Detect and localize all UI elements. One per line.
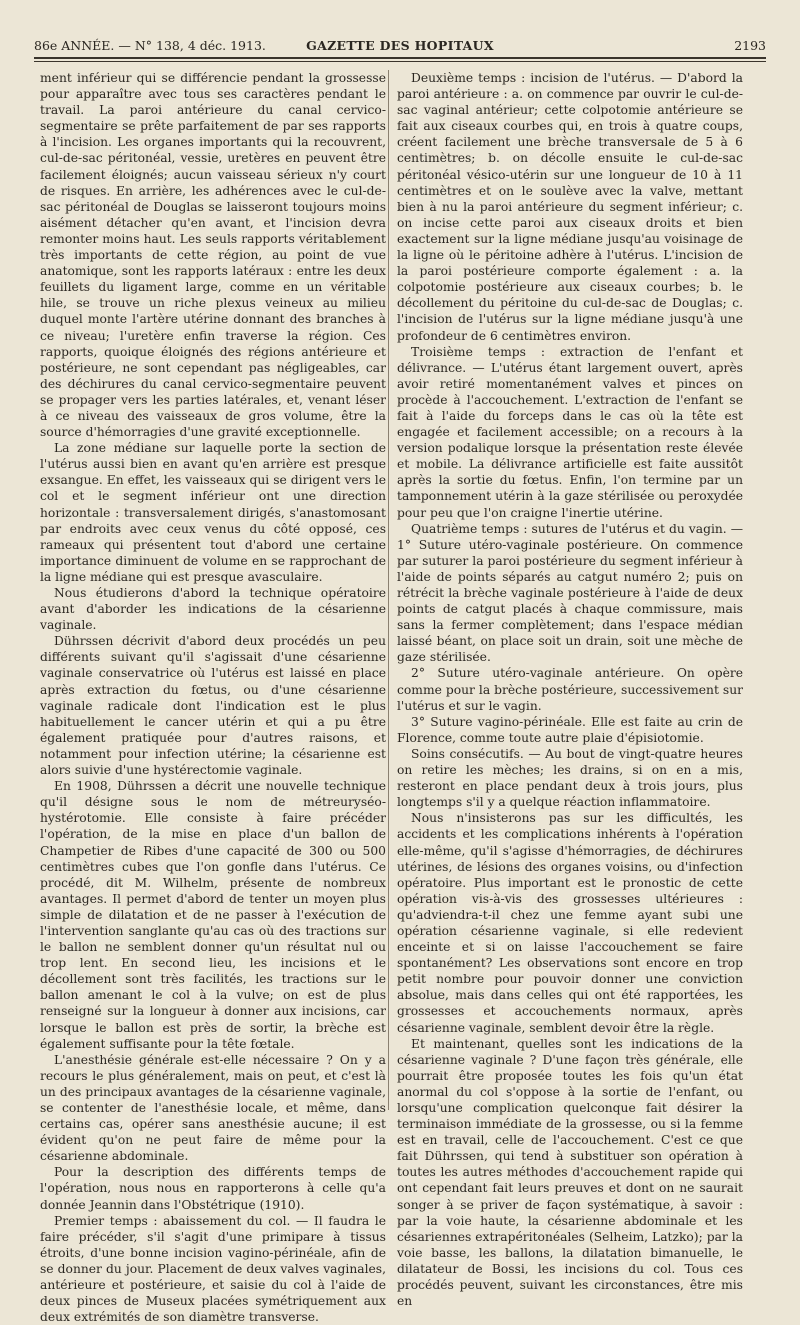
paragraph: Nous n'insisterons pas sur les difficultés, les accidents et les complications inhérents à l'opération elle-même, qu'il s'agisse d'hémorragies, de déchirures utérines, de lésions des organes voisins, ou d'infection opératoire. Plus important est le pronostic de cette opération vis-à-vis des grossesses ultérieures : qu'adviendra-t-il chez une femme ayant subi une opération césarienne vaginale, si elle redevient enceinte et si on laisse l'accouchement se faire spontanément? Les observations sont encore en trop petit nombre pour pouvoir donner une conviction absolue, mais dans celles qui ont été rapportées, les grossesses et accouchements normaux, après césarienne vaginale, semblent devoir être la règle. bbox=[397, 811, 743, 1035]
column-divider bbox=[388, 70, 389, 1110]
paragraph: Pour la description des différents temps de l'opération, nous nous en rapporterons à celle qu'a donnée Jeannin dans l'Obstétrique (1910). bbox=[40, 1165, 386, 1212]
left-column bbox=[40, 70, 386, 1325]
paragraph: Et maintenant, quelles sont les indications de la césarienne vaginale ? D'une façon très générale, elle pourrait être proposée toutes les fois qu'un état anormal du col s'oppose à la sortie de l'enfant, ou lorsqu'une complication quelconque fait désirer la terminaison immédiate de la grossesse, ou si la femme est en travail, celle de l'accouchement. C'est ce que fait Dührssen, qui tend à substituer son opération à toutes les autres méthodes d'accouchement rapide qui ont cependant fait leurs preuves et dont on ne saurait songer à se priver de façon systématique, à savoir : par la voie haute, la césarienne abdominale et les césariennes extrapéritonéales (Selheim, Latzko); par la voie basse, les ballons, la dilatation bimanuelle, le dilatateur de Bossi, les incisions du col. Tous ces procédés peuvent, suivant les circonstances, être mis en bbox=[397, 1036, 743, 1309]
page-number: 2193 bbox=[734, 37, 766, 53]
paragraph: Quatrième temps : sutures de l'utérus et du vagin. — 1° Suture utéro-vaginale postérieure. On commence par suturer la paroi postérieure du segment inférieur à l'aide de points séparés au catgut numéro 2; puis on rétrécit la brèche vaginale postérieure à l'aide de deux points de catgut placés à chaque commissure, mais sans la fermer complètement; dans l'espace médian laissé béant, on place soit un drain, soit une mèche de gaze stérilisée. bbox=[397, 521, 743, 665]
paragraph: En 1908, Dührssen a décrit une nouvelle technique qu'il désigne sous le nom de métreuryséo-hystérotomie. Elle consiste à faire précéder l'opération, de la mise en place d'un ballon de Champetier de Ribes d'une capacité de 300 ou 500 centimètres cubes que l'on gonfle dans l'utérus. Ce procédé, dit M. Wilhelm, présente de nombreux avantages. Il permet d'abord de tenter un moyen plus simple de dilatation et de ne passer à l'exécution de l'intervention sanglante qu'au cas où des tractions sur le ballon ne semblent donner qu'un résultat nul ou trop lent. En second lieu, les incisions et le décollement sont très facilités, les tractions sur le ballon amenant le col à la vulve; on est de plus renseigné sur la longueur à donner aux incisions, car lorsque le ballon est près de sortir, la brèche est également suffisante pour la tête fœtale. bbox=[40, 779, 386, 1051]
right-column bbox=[397, 70, 743, 1309]
journal-title: GAZETTE DES HOPITAUX bbox=[306, 37, 494, 53]
paragraph: 3° Suture vagino-périnéale. Elle est faite au crin de Florence, comme toute autre plaie d'épisiotomie. bbox=[397, 714, 743, 745]
paragraph: Premier temps : abaissement du col. — Il faudra le faire précéder, s'il s'agit d'une primipare à tissus étroits, d'une bonne incision vagino-périnéale, afin de se donner du jour. Placement de deux valves vaginales, antérieure et postérieure, et saisie du col à l'aide de deux pinces de Museux placées symétriquement aux deux extrémités de son diamètre transverse. bbox=[40, 1213, 386, 1325]
paragraph: Deuxième temps : incision de l'utérus. — D'abord la paroi antérieure : a. on commence par ouvrir le cul-de-sac vaginal antérieur; cette colpotomie antérieure se fait aux ciseaux courbes qui, en trois à quatre coups, créent facilement une brèche transversale de 5 à 6 centimètres; b. on décolle ensuite le cul-de-sac péritonéal vésico-utérin sur une longueur de 10 à 11 centimètres et on le soulève avec la valve, mettant bien à nu la paroi antérieure du segment inférieur; c. on incise cette paroi aux ciseaux droits et bien exactement sur la ligne médiane jusqu'au voisinage de la ligne où le péritoine adhère à l'utérus. L'incision de la paroi postérieure comporte également : a. la colpotomie postérieure aux ciseaux courbes; b. le décollement du péritoine du cul-de-sac de Douglas; c. l'incision de l'utérus sur la ligne médiane jusqu'à une profondeur de 6 centimètres environ. bbox=[397, 71, 743, 343]
header-rule-thick bbox=[34, 57, 766, 59]
paragraph: Dührssen décrivit d'abord deux procédés un peu différents suivant qu'il s'agissait d'une césarienne vaginale conservatrice où l'utérus est laissé en place après extraction du fœtus, ou d'une césarienne vaginale radicale dont l'indication est le plus habituellement le cancer utérin et qui a pu être également pratiquée pour d'autres raisons, et notamment pour infection utérine; la césarienne est alors suivie d'une hystérectomie vaginale. bbox=[40, 634, 386, 778]
paragraph: Nous étudierons d'abord la technique opératoire avant d'aborder les indications de la césarienne vaginale. bbox=[40, 586, 386, 633]
issue-info: 86e ANNÉE. — N° 138, 4 déc. 1913. bbox=[34, 37, 266, 53]
page-header bbox=[34, 34, 766, 56]
paragraph: La zone médiane sur laquelle porte la section de l'utérus aussi bien en avant qu'en arrière est presque exsangue. En effet, les vaisseaux qui se dirigent vers le col et le segment inférieur ont une direction horizontale : transversalement dirigés, s'anastomosant par endroits avec ceux venus du côté opposé, ces rameaux qui présentent tout d'abord une certaine importance diminuent de volume en se rapprochant de la ligne médiane qui est presque avasculaire. bbox=[40, 441, 386, 584]
paragraph: L'anesthésie générale est-elle nécessaire ? On y a recours le plus généralement, mais on peut, et c'est là un des principaux avantages de la césarienne vaginale, se contenter de l'anesthésie locale, et même, dans certains cas, opérer sans anesthésie aucune; il est évident qu'on ne peut faire de même pour la césarienne abdominale. bbox=[40, 1052, 386, 1164]
paragraph: Troisième temps : extraction de l'enfant et délivrance. — L'utérus étant largement ouvert, après avoir retiré momentanément valves et pinces on procède à l'accouchement. L'extraction de l'enfant se fait à l'aide du forceps dans le cas où la tête est engagée et facilement accessible; on a recours à la version podalique lorsque la présentation reste élevée et mobile. La délivrance artificielle est faite aussitôt après la sortie du fœtus. Enfin, l'on termine par un tamponnement utérin à la gaze stérilisée ou peroxydée pour peu que l'on craigne l'inertie utérine. bbox=[397, 344, 743, 520]
paragraph: ment inférieur qui se différencie pendant la grossesse pour apparaître avec tous ses caractères pendant le travail. La paroi antérieure du canal cervico-segmentaire se prête parfaitement de par ses rapports à l'incision. Les organes importants qui la recouvrent, cul-de-sac péritonéal, vessie, uretères en peuvent être facilement éloignés; aucun vaisseau sérieux n'y court de risques. En arrière, les adhérences avec le cul-de-sac péritonéal de Douglas se laisseront toujours moins aisément détacher qu'en avant, et l'incision devra remonter moins haut. Les seuls rapports véritablement très importants de cette région, au point de vue anatomique, sont les rapports latéraux : entre les deux feuillets du ligament large, comme en un véritable hile, se trouve un riche plexus veineux au milieu duquel monte l'artère utérine donnant des branches à ce niveau; l'uretère enfin traverse la région. Ces rapports, quoique éloignés des régions antérieure et postérieure, ne sont cependant pas négligeables, car des déchirures du canal cervico-segmentaire peuvent se propager vers les parties latérales, et, venant léser à ce niveau des vaisseaux de gros volume, être la source d'hémorragies d'une gravité exceptionnelle. bbox=[40, 71, 386, 440]
header-rule-thin bbox=[34, 61, 766, 62]
paragraph: Soins consécutifs. — Au bout de vingt-quatre heures on retire les mèches; les drains, si on en a mis, resteront en place pendant deux à trois jours, plus longtemps s'il y a quelque réaction inflammatoire. bbox=[397, 746, 743, 810]
paragraph: 2° Suture utéro-vaginale antérieure. On opère comme pour la brèche postérieure, successivement sur l'utérus et sur le vagin. bbox=[397, 666, 743, 713]
